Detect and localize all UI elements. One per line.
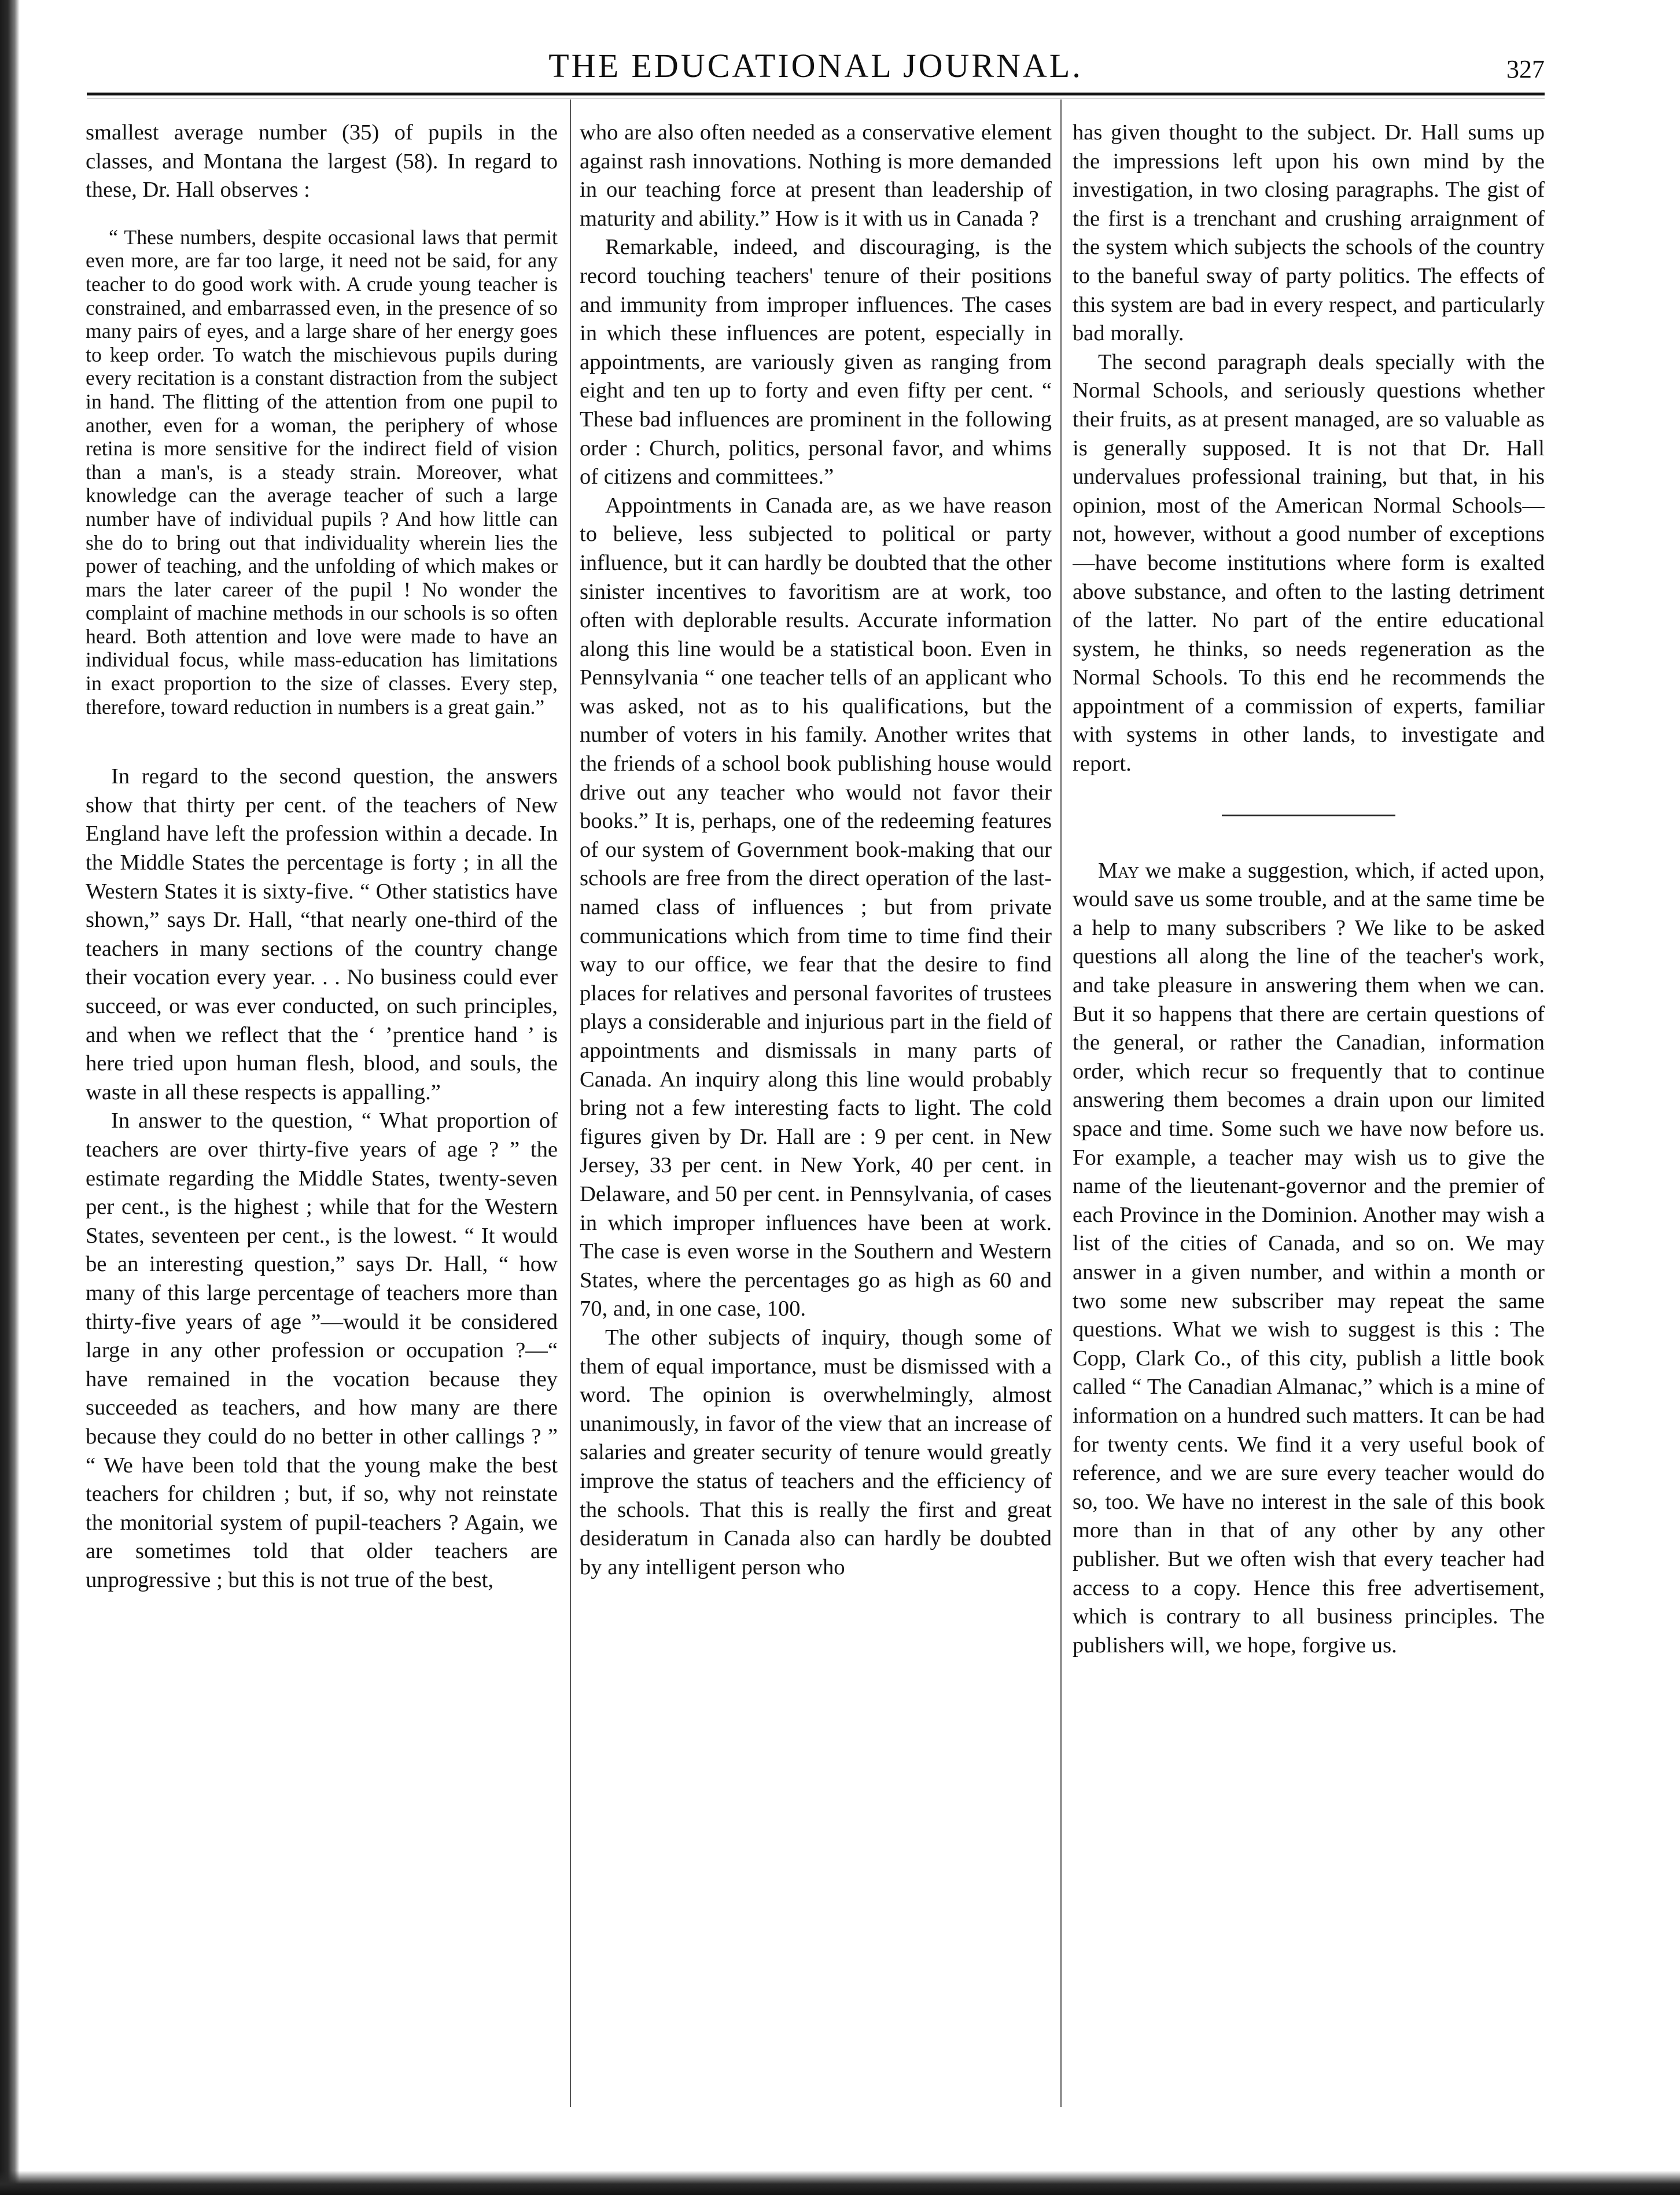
column-3 bbox=[1073, 119, 1545, 2109]
col1-paragraph-1: smallest average number (35) of pupils in the classes, and Montana the largest (58). In regard to these, Dr. Hall observes : bbox=[86, 120, 558, 202]
col3-paragraph-3-text: we make a suggestion, which, if acted upon, would save us some trouble, and at the same time be a help to many subscribers ? We like to be asked questions all along the line of the teacher's work, and take pleasure in answering them when we can. But it so happens that there are certain questions of the general, or rather the Canadian, information order, which recur so frequently that to continue answering them becomes a drain upon our limited space and time. Some such we have now before us. For example, a teacher may wish us to give the name of the lieutenant-governor and the premier of each Province in the Dominion. Another may wish a list of the cities of Canada, and so on. We may answer in a given number, and within a month or two some new subscriber may repeat the same questions. What we wish to suggest is this : The Copp, Clark Co., of this city, publish a little book called “ The Canadian Almanac,” which is a mine of information on a hundred such matters. It can be had for twenty cents. We find it a very useful book of reference, and we are sure every teacher would do so, too. We have no interest in the sale of this book more than in that of any other by any other publisher. But we often wish that every teacher had access to a copy. Hence this free advertisement, which is contrary to all business principles. The publishers will, we hope, forgive us. bbox=[1073, 858, 1545, 1658]
column-1 bbox=[86, 119, 558, 2109]
col1-quotation: “ These numbers, despite occasional laws that permit even more, are far too large, it need not be said, for any teacher to do good work with. A crude young teacher is constrained, and embarrassed even, in the presence of so many pairs of eyes, and a large share of her energy goes to keep order. To watch the mischievous pupils during every recitation is a constant distraction from the subject in hand. The flitting of the attention from one pupil to another, even for a woman, the periphery of whose retina is more sensitive for the indirect field of vision than a man's, is a steady strain. Moreover, what knowledge can the average teacher of such a large number have of individual pupils ? And how little can she do to bring out that individuality wherein lies the power of teaching, and the unfolding of which makes or mars the later career of the pupil ! No wonder the complaint of machine methods in our schools is so often heard. Both attention and love were made to have an individual focus, while mass-education has limitations in exact proportion to the size of classes. Every step, therefore, toward reduction in numbers is a great gain.” bbox=[86, 225, 558, 719]
col2-paragraph-3: Appointments in Canada are, as we have reason to believe, less subjected to political or party influence, but it can hardly be doubted that the other sinister incentives to favoritism are at work, too often with deplorable results. Accurate information along this line would be a statistical boon. Even in Pennsylvania “ one teacher tells of an applicant who was asked, not as to his qualifications, but the number of voters in his family. Another writes that the friends of a school book publishing house would drive out any teacher who would not favor their books.” It is, perhaps, one of the redeeming features of our system of Government book-making that our schools are free from the direct operation of the last-named class of influences ; but from private communications which from time to time find their way to our office, we fear that the desire to find places for relatives and personal favorites of trustees plays a considerable and injurious part in the field of appointments and dismissals in many parts of Canada. An inquiry along this line would probably bring not a few interesting facts to light. The cold figures given by Dr. Hall are : 9 per cent. in New Jersey, 33 per cent. in New York, 40 per cent. in Delaware, and 50 per cent. in Pennsylvania, of cases in which improper influences have been at work. The case is even worse in the Southern and Western States, where the percentages go as high as 60 and 70, and, in one case, 100. bbox=[580, 493, 1052, 1321]
section-separator bbox=[1222, 815, 1395, 816]
col2-paragraph-2: Remarkable, indeed, and discouraging, is the record touching teachers' tenure of their positions and immunity from improper influences. The cases in which these influences are potent, especially in appointments, are variously given as ranging from eight and ten up to forty and even fifty per cent. “ These bad influences are prominent in the following order : Church, politics, personal favor, and whims of citizens and committees.” bbox=[580, 235, 1052, 489]
page-number: 327 bbox=[1506, 55, 1545, 83]
col2-paragraph-4: The other subjects of inquiry, though some of them of equal importance, must be dismissed with a word. The opinion is overwhelmingly, almost unanimously, in favor of the view that an increase of salaries and greater security of tenure would greatly improve the status of teachers and the efficiency of the schools. That this is really the first and great desideratum in Canada also can hardly be doubted by any intelligent person who bbox=[580, 1325, 1052, 1579]
page-header bbox=[87, 40, 1545, 98]
col1-paragraph-3: In answer to the question, “ What proportion of teachers are over thirty-five years of age ? ” the estimate regarding the Middle States, twenty-seven per cent., is the highest ; while that for the Western States, seventeen per cent., is the lowest. “ It would be an interesting question,” says Dr. Hall, “ how many of this large percentage of teachers more than thirty-five years of age ”—would it be considered large in any other profession or occupation ?—“ have remained in the vocation because they succeeded as teachers, and how many are there because they could do no better in other callings ? ” “ We have been told that the young make the best teachers for children ; but, if so, why not reinstate the monitorial system of pupil-teachers ? Again, we are sometimes told that older teachers are unprogressive ; but this is not true of the best, bbox=[86, 1108, 558, 1592]
col1-paragraph-2: In regard to the second question, the answers show that thirty per cent. of the teachers of New England have left the profession within a decade. In the Middle States the percentage is forty ; in all the Western States it is sixty-five. “ Other statistics have shown,” says Dr. Hall, “that nearly one-third of the teachers in many sections of the country change their vocation every year. . . No business could ever succeed, or was ever conducted, on such principles, and when we reflect that the ‘ ’prentice hand ’ is here tried upon human flesh, blood, and souls, the waste in all these respects is appalling.” bbox=[86, 764, 558, 1104]
column-2 bbox=[580, 119, 1052, 2109]
col3-lead-word: May bbox=[1098, 858, 1139, 883]
header-rule-thick bbox=[87, 93, 1545, 95]
scan-binding-edge bbox=[0, 0, 20, 2195]
column-divider-2 bbox=[1060, 100, 1062, 2107]
col2-paragraph-1: who are also often needed as a conservative element against rash innovations. Nothing is more demanded in our teaching force at present than leadership of maturity and ability.” How is it with us in Canada ? bbox=[580, 120, 1052, 231]
journal-title: THE EDUCATIONAL JOURNAL. bbox=[548, 47, 1083, 84]
col3-paragraph-1: has given thought to the subject. Dr. Hall sums up the impressions left upon his own mind by the investigation, in two closing paragraphs. The gist of the first is a trenchant and crushing arraignment of the system which subjects the schools of the country to the baneful sway of party politics. The effects of this system are bad in every respect, and particularly bad morally. bbox=[1073, 120, 1545, 346]
col3-paragraph-2: The second paragraph deals specially with the Normal Schools, and seriously questions whether their fruits, as at present managed, are so valuable as is generally supposed. It is not that Dr. Hall undervalues professional training, but that, in his opinion, most of the American Normal Schools—not, however, without a good number of exceptions—have become institutions where form is exalted above substance, and often to the lasting detriment of the latter. No part of the entire educational system, he thinks, so needs regeneration as the Normal Schools. To this end he recommends the appointment of a commission of experts, familiar with systems in other lands, to investigate and report. bbox=[1073, 349, 1545, 776]
column-divider-1 bbox=[570, 100, 571, 2107]
scan-bottom-edge bbox=[0, 2171, 1680, 2195]
col3-paragraph-3 bbox=[1073, 857, 1545, 1660]
